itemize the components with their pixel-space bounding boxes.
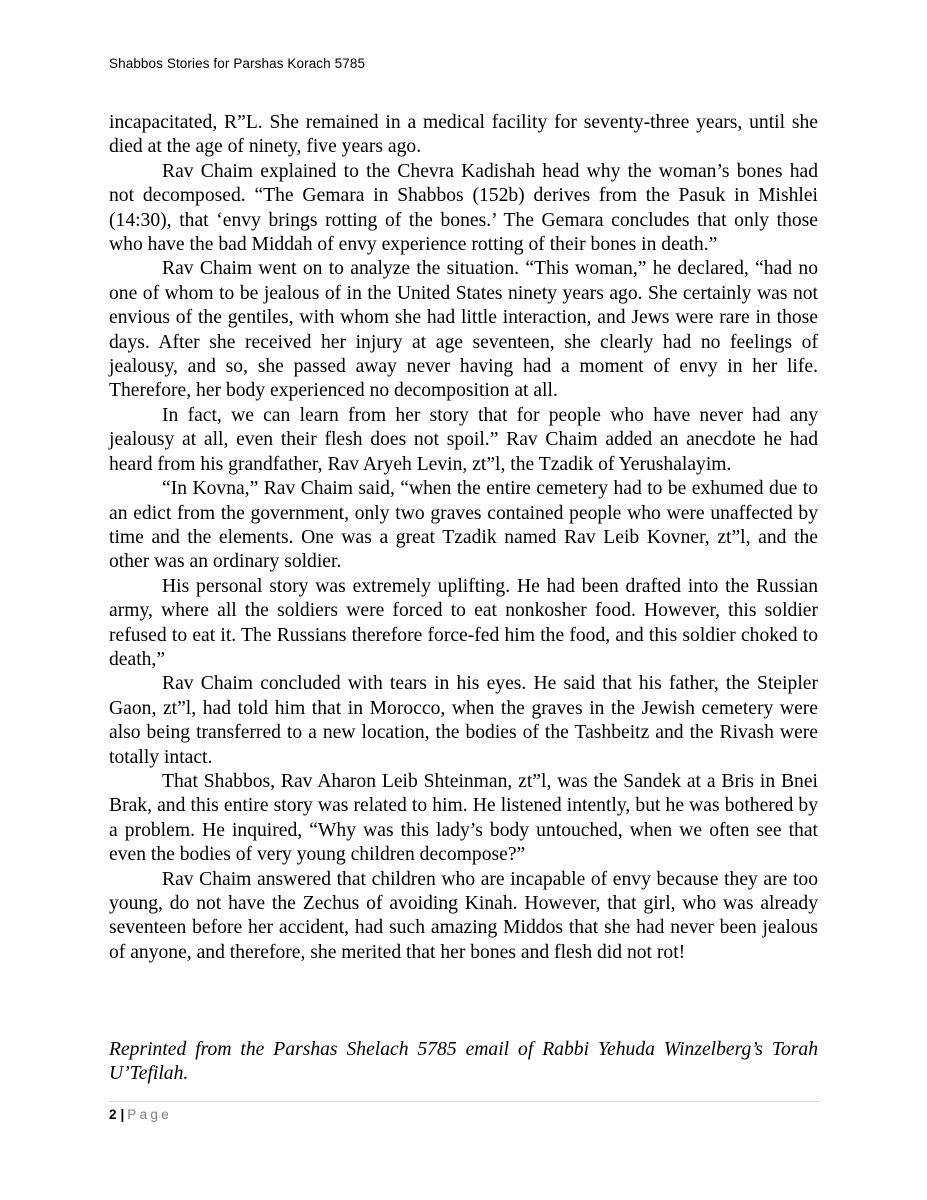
running-header: Shabbos Stories for Parshas Korach 5785 bbox=[109, 56, 366, 71]
paragraph: Rav Chaim explained to the Chevra Kadishah head why the woman’s bones had not decomposed. “The Gemara in Shabbos (152b) derives from the Pasuk in Mishlei (14:30), that ‘envy brings rotting of the bones.’ The Gemara concludes that only those who have the bad Middah of envy experience rotting of their bones in death.” bbox=[109, 160, 818, 256]
footer-divider bbox=[109, 1101, 820, 1102]
paragraph: “In Kovna,” Rav Chaim said, “when the entire cemetery had to be exhumed due to an edict from the government, only two graves contained people who were unaffected by time and the elements. One was a great Tzadik named Rav Leib Kovner, zt”l, and the other was an ordinary soldier. bbox=[109, 478, 818, 573]
paragraph: Rav Chaim answered that children who are incapable of envy because they are too young, do not have the Zechus of avoiding Kinah. However, that girl, who was already seventeen before her accident, had such amazing Middos that she had never been jealous of anyone, and therefore, she merited that her bones and flesh did not rot! bbox=[109, 868, 818, 963]
paragraph: Rav Chaim concluded with tears in his eyes. He said that his father, the Steipler Gaon, zt”l, had told him that in Morocco, when the graves in the Jewish cemetery were also being transferred to a new location, the bodies of the Tashbeitz and the Rivash were totally intact. bbox=[109, 673, 818, 768]
footer-separator: | bbox=[120, 1107, 125, 1122]
page-label: Page bbox=[127, 1107, 173, 1122]
article-body bbox=[109, 111, 818, 965]
paragraph: That Shabbos, Rav Aharon Leib Shteinman, zt”l, was the Sandek at a Bris in Bnei Brak, and this entire story was related to him. He listened intently, but he was bothered by a problem. He inquired, “Why was this lady’s body untouched, when we often see that even the bodies of very young children decompose?” bbox=[109, 770, 818, 866]
paragraph: Rav Chaim went on to analyze the situation. “This woman,” he declared, “had no one of whom to be jealous of in the United States ninety years ago. She certainly was not envious of the gentiles, with whom she had little interaction, and Jews were rare in those days. After she received her injury at age seventeen, she clearly had no feelings of jealousy, and so, she passed away never having had a moment of envy in her life. Therefore, her body experienced no decomposition at all. bbox=[109, 258, 818, 402]
paragraph: incapacitated, R”L. She remained in a medical facility for seventy-three years, until she died at the age of ninety, five years ago. bbox=[109, 112, 818, 158]
source-attribution: Reprinted from the Parshas Shelach 5785 email of Rabbi Yehuda Winzelberg’s Torah U’Tefilah. bbox=[109, 1039, 818, 1085]
page-footer bbox=[109, 1107, 172, 1122]
paragraph: His personal story was extremely uplifting. He had been drafted into the Russian army, where all the soldiers were forced to eat nonkosher food. However, this soldier refused to eat it. The Russians therefore force-fed him the food, and this soldier choked to death,” bbox=[109, 575, 818, 670]
paragraph: In fact, we can learn from her story that for people who have never had any jealousy at all, even their flesh does not spoil.” Rav Chaim added an anecdote he had heard from his grandfather, Rav Aryeh Levin, zt”l, the Tzadik of Yerushalayim. bbox=[109, 404, 818, 475]
page-number: 2 bbox=[109, 1107, 117, 1122]
